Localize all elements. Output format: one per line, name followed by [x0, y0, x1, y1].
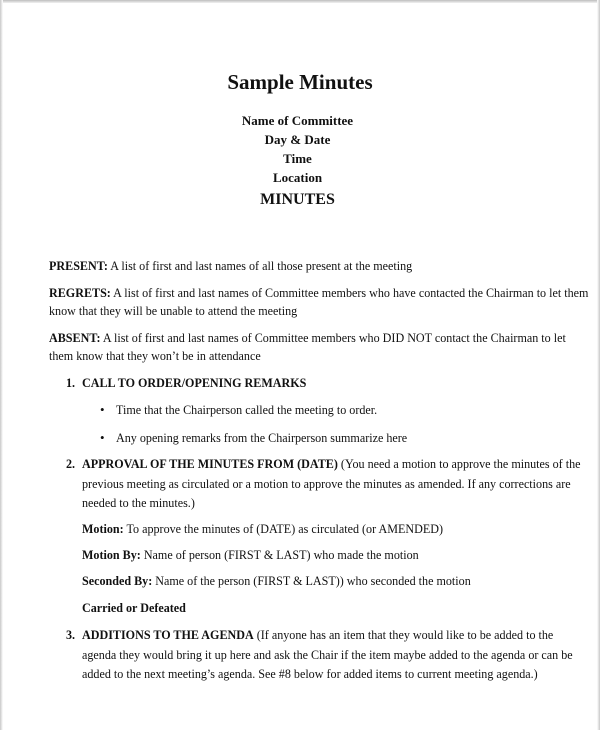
bullet-icon: • — [100, 430, 105, 445]
item-1-heading: CALL TO ORDER/OPENING REMARKS — [82, 376, 307, 390]
item-2-heading: APPROVAL OF THE MINUTES FROM (DATE) — [82, 457, 338, 471]
motion-label: Motion: — [82, 522, 124, 536]
item-3-number: 3. — [66, 628, 76, 642]
motion-text: To approve the minutes of (DATE) as circulated (or AMENDED) — [123, 522, 443, 536]
item-3-line-3: added to the next meeting’s agenda. See #8 below for added items to current meeting agenda.) — [82, 667, 538, 681]
motion-line — [82, 522, 443, 536]
absent-text-1: A list of first and last names of Committee members who DID NOT contact the Chairman to let — [100, 331, 566, 345]
item-2-line-1 — [82, 457, 581, 471]
item-2-line-3: needed to the minutes.) — [82, 496, 195, 510]
regrets-line-1 — [49, 286, 588, 300]
page-edge-top — [0, 0, 600, 3]
seconded-by-line — [82, 574, 471, 588]
item-1-bullet-1: Time that the Chairperson called the meeting to order. — [116, 403, 378, 417]
absent-label: ABSENT: — [49, 331, 101, 345]
absent-line-1 — [49, 331, 566, 345]
item-2-text-1: (You need a motion to approve the minutes of the — [337, 457, 581, 471]
bullet-icon: • — [100, 402, 105, 417]
absent-line-2: them know that they won’t be in attendance — [49, 349, 261, 363]
regrets-line-2: know that they will be unable to attend the meeting — [49, 304, 298, 318]
meeting-location: Location — [272, 170, 323, 185]
seconded-by-label: Seconded By: — [82, 574, 153, 588]
committee-name: Name of Committee — [241, 113, 354, 128]
meeting-time: Time — [283, 151, 312, 166]
motion-by-label: Motion By: — [82, 548, 141, 562]
motion-by-text: Name of person (FIRST & LAST) who made the motion — [140, 548, 419, 562]
minutes-heading: MINUTES — [260, 191, 335, 208]
item-3-line-1 — [82, 628, 553, 642]
motion-by-line — [82, 548, 419, 562]
carried-or-defeated: Carried or Defeated — [82, 601, 186, 615]
item-1-bullet-2: Any opening remarks from the Chairperson summarize here — [116, 431, 408, 445]
regrets-label: REGRETS: — [49, 286, 111, 300]
item-2-line-2: previous meeting as circulated or a motion to approve the minutes as amended. If any corrections are — [82, 477, 571, 491]
present-label: PRESENT: — [49, 259, 108, 273]
regrets-text-1: A list of first and last names of Committee members who have contacted the Chairman to let them — [110, 286, 589, 300]
seconded-by-text: Name of the person (FIRST & LAST)) who seconded the motion — [152, 574, 471, 588]
item-3-heading: ADDITIONS TO THE AGENDA — [82, 628, 254, 642]
item-1-number: 1. — [66, 376, 76, 390]
item-3-line-2: agenda they would bring it up here and ask the Chair if the item maybe added to the agenda or can be — [82, 648, 573, 662]
present-line — [49, 259, 412, 273]
item-2-number: 2. — [66, 457, 76, 471]
item-3-text-1: (If anyone has an item that they would like to be added to the — [253, 628, 554, 642]
document-title: Sample Minutes — [227, 70, 373, 94]
page-edge-left — [0, 0, 3, 730]
present-text: A list of first and last names of all those present at the meeting — [107, 259, 413, 273]
day-date: Day & Date — [264, 132, 331, 147]
